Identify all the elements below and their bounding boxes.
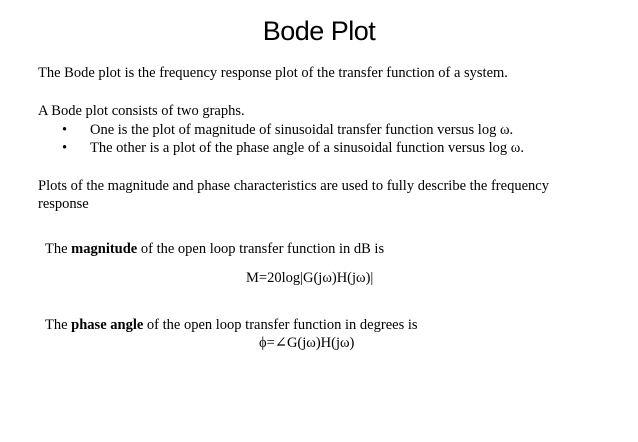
- bullet-list: [62, 121, 524, 157]
- bullet-item-magnitude: [62, 121, 524, 139]
- magnitude-suffix: of the open loop transfer function in dB is: [137, 241, 385, 257]
- magnitude-statement: [45, 240, 384, 258]
- phase-keyword: phase angle: [71, 317, 144, 333]
- bullet-marker: •: [62, 122, 68, 138]
- plots-description-paragraph: Plots of the magnitude and phase characteristics are used to fully describe the frequency response: [38, 178, 549, 212]
- magnitude-equation: M=20log|G(jω)H(jω)|: [246, 270, 374, 286]
- slide-title: Bode Plot: [262, 16, 376, 46]
- magnitude-keyword: magnitude: [71, 241, 138, 257]
- intro-paragraph: The Bode plot is the frequency response plot of the transfer function of a system.: [38, 65, 508, 81]
- phase-suffix: of the open loop transfer function in degrees is: [143, 317, 418, 333]
- bullet-marker: •: [62, 140, 68, 156]
- bullet-text: The other is a plot of the phase angle of a sinusoidal function versus log ω.: [90, 140, 524, 156]
- consists-paragraph: A Bode plot consists of two graphs.: [38, 103, 245, 119]
- bullet-item-phase: [62, 139, 524, 157]
- bullet-text: One is the plot of magnitude of sinusoidal transfer function versus log ω.: [90, 122, 514, 138]
- phase-statement: [45, 316, 418, 334]
- phase-prefix: The: [45, 317, 72, 333]
- phase-equation: ϕ=∠G(jω)H(jω): [259, 335, 355, 351]
- magnitude-prefix: The: [45, 241, 72, 257]
